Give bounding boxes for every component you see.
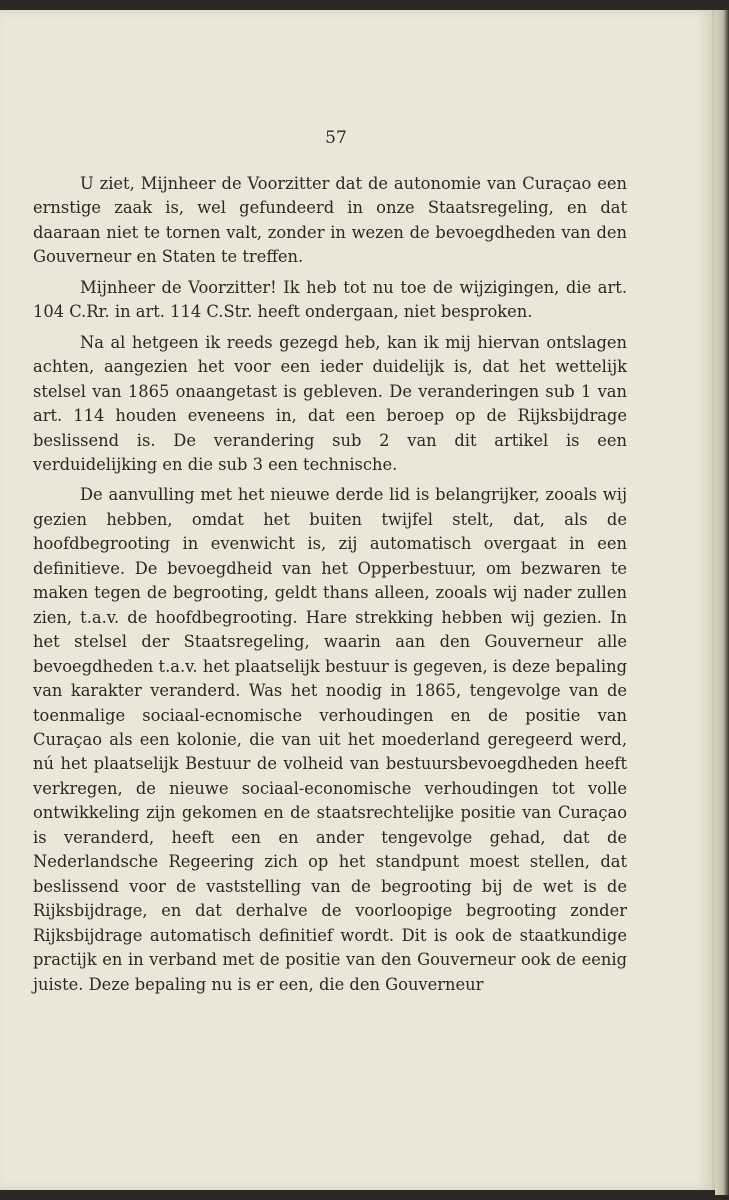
paragraph-4: De aanvulling met het nieuwe derde lid is belangrijker, zooals wij gezien hebben, omdat het buiten twijfel stelt, dat, als de hoofdbegrooting in evenwicht is, zij automatisch overgaat in een definitieve. De bevoegdheid van het Opperbestuur, om bezwaren te maken tegen de begrooting, geldt thans alleen, zooals wij nader zullen zien, t.a.v. de hoofdbegrooting. Hare strekking hebben wij gezien. In het stelsel der Staatsregeling, waarin aan den Gouverneur alle bevoegdheden t.a.v. het plaatselijk bestuur is gegeven, is deze bepaling van karakter veranderd. Was het noodig in 1865, tengevolge van de toenmalige sociaal-ecnomische verhoudingen en de positie van Curaçao als een kolonie, die van uit het moederland geregeerd werd, nú het plaatselijk Bestuur de volheid van bestuursbevoegdheden heeft verkregen, de nieuwe sociaal-economische verhoudingen tot volle ontwikkeling zijn gekomen en de staatsrechtelijke positie van Curaçao is veranderd, heeft een en ander tengevolge gehad, dat de Nederlandsche Regeering zich op het standpunt moest stellen, dat beslissend voor de vaststelling van de begrooting bij de wet is de Rijksbijdrage, en dat derhalve de voorloopige begrooting zonder Rijksbijdrage automatisch definitief wordt. Dit is ook de staatkundige practijk en in verband met de positie van den Gouverneur ook de eenig juiste. Deze bepaling nu is er een, die den Gouverneur — [33, 485, 627, 994]
page-number: 57 — [325, 128, 347, 148]
page-edge — [715, 10, 729, 1195]
paragraph-2: Mijnheer de Voorzitter! Ik heb tot nu toe de wijzigingen, die art. 104 C.Rr. in art. 114 C.Str. heeft ondergaan, niet besproken. — [33, 277, 627, 322]
paragraph-1: U ziet, Mijnheer de Voorzitter dat de autonomie van Curaçao een ernstige zaak is, wel gefundeerd in onze Staatsregeling, en dat daaraan niet te tornen valt, zonder in wezen de bevoegdheden van den Gouverneur en Staten te treffen. — [33, 174, 627, 267]
body-text — [33, 172, 627, 1003]
paragraph-3: Na al hetgeen ik reeds gezegd heb, kan ik mij hiervan ontslagen achten, aangezien het voor een ieder duidelijk is, dat het wettelijk stelsel van 1865 onaangetast is gebleven. De veranderingen sub 1 van art. 114 houden eveneens in, dat een beroep op de Rijksbijdrage beslissend is. De verandering sub 2 van dit artikel is een verduidelijking en die sub 3 een technische. — [33, 332, 627, 474]
